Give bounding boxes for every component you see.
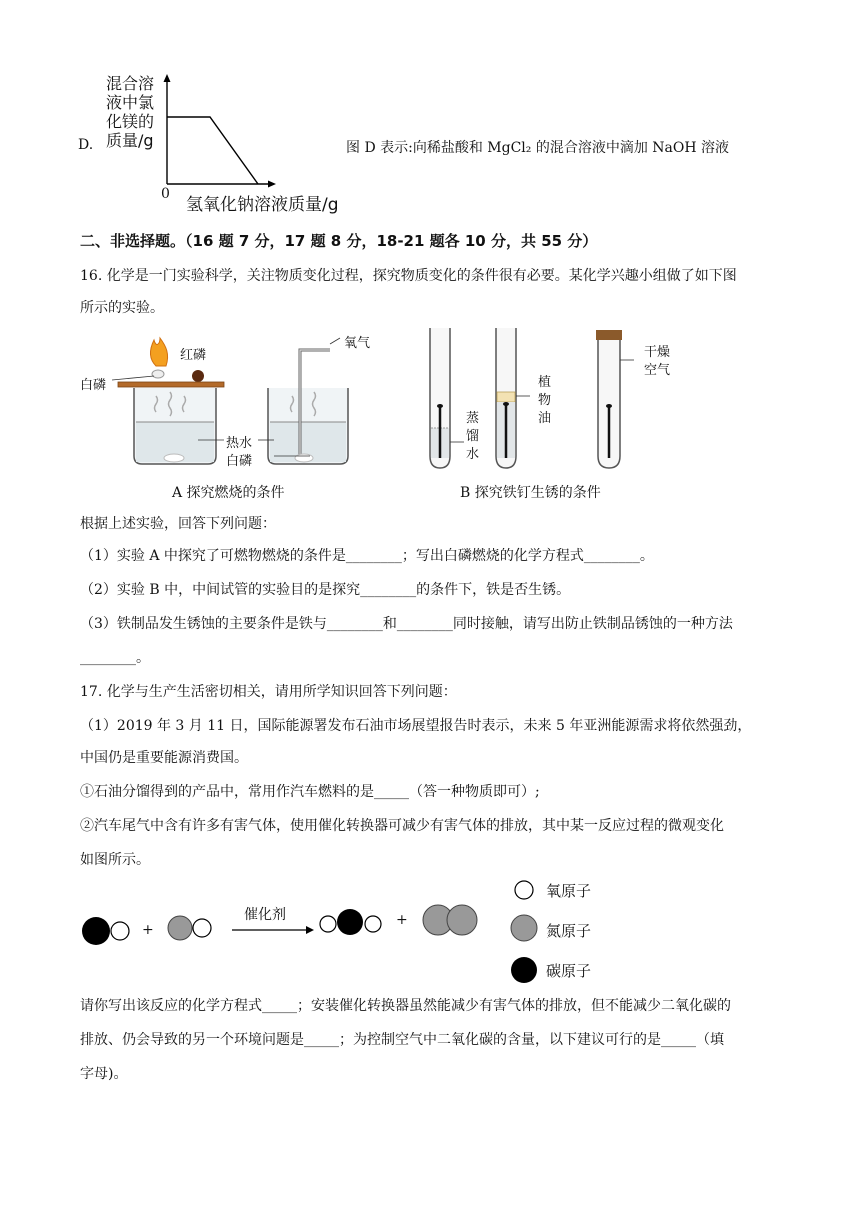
section-heading: 二、非选择题。（16 题 7 分，17 题 8 分，18-21 题各 10 分，共 55 分） <box>80 232 598 250</box>
x-axis-arrow <box>268 181 276 188</box>
label-dry-air-1: 干燥 <box>644 345 671 360</box>
label-oil-1: 植 <box>538 375 552 390</box>
q17-sub-2-line-2: 如图所示。 <box>80 852 150 868</box>
legend <box>506 876 546 986</box>
option-d-description: 图 D 表示:向稀盐酸和 MgCl₂ 的混合溶液中滴加 NaOH 溶液 <box>346 140 730 156</box>
caption-a: A 探究燃烧的条件 <box>172 485 285 501</box>
y-label-line-1: 混合溶 <box>106 74 155 93</box>
y-label-line-3: 化镁的 <box>106 112 155 131</box>
q17-part-1-line-2: 中国仍是重要能源消费国。 <box>80 750 248 766</box>
carbon-atom <box>337 909 363 935</box>
nitrogen-atom <box>447 905 477 935</box>
label-oxygen: 氧气 <box>344 336 371 351</box>
caption-b: B 探究铁钉生锈的条件 <box>460 485 601 501</box>
q17-part-1-line-1: （1）2019 年 3 月 11 日，国际能源署发布石油市场展望报告时表示，未来 5 年亚洲能源需求将依然强劲， <box>80 718 752 734</box>
y-label-line-4: 质量/g <box>106 131 154 150</box>
legend-nitrogen-label: 氮原子 <box>546 922 592 940</box>
q16-part-3b: ________。 <box>80 650 150 666</box>
legend-carbon-label: 碳原子 <box>546 962 592 980</box>
graph-y-label <box>106 74 154 150</box>
y-label-line-2: 液中氯 <box>106 93 155 112</box>
q16-part-1: （1）实验 A 中探究了可燃物燃烧的条件是________；写出白磷燃烧的化学方程式________。 <box>80 548 654 564</box>
label-oil <box>538 374 551 428</box>
q16-part-3: （3）铁制品发生锈蚀的主要条件是铁与________和________同时接触，请写出防止铁制品锈蚀的一种方法 <box>80 616 733 632</box>
graph-x-label: 氢氧化钠溶液质量/g <box>186 195 339 215</box>
label-oil-3: 油 <box>538 411 552 426</box>
stopper <box>596 330 622 340</box>
label-dry-air-2: 空气 <box>644 363 671 378</box>
label-water <box>466 410 479 464</box>
oxygen-atom <box>365 916 381 932</box>
option-d-letter: D. <box>78 137 94 153</box>
graph-origin: 0 <box>161 186 170 202</box>
label-water-1: 蒸 <box>466 411 480 426</box>
plus-1: + <box>142 922 154 938</box>
oxygen-atom <box>193 919 211 937</box>
q17-question-line-3: 字母)。 <box>80 1066 128 1082</box>
label-red-phosphorus: 红磷 <box>180 348 207 363</box>
label-white-phosphorus: 白磷 <box>80 378 107 393</box>
flame-icon <box>151 338 168 366</box>
q17-question-line-2: 排放、仍会导致的另一个环境问题是_____；为控制空气中二氧化碳的含量，以下建议可行的是_____（填 <box>80 1032 724 1048</box>
legend-carbon-icon <box>511 957 537 983</box>
label-water-2: 馏 <box>466 429 480 444</box>
reaction-diagram <box>78 880 498 960</box>
oxygen-atom <box>111 922 129 940</box>
q16-intro-2: 所示的实验。 <box>80 300 164 316</box>
label-dry-air <box>644 344 670 380</box>
graph-line <box>167 117 258 184</box>
red-phosphorus-piece <box>192 370 204 382</box>
nitrogen-atom <box>168 916 192 940</box>
q17-intro: 17. 化学与生产生活密切相关，请用所学知识回答下列问题： <box>80 684 457 700</box>
q17-sub-2-line-1: ②汽车尾气中含有许多有害气体，使用催化转换器可减少有害气体的排放，其中某一反应过程的微观变化 <box>80 818 724 834</box>
plus-2: + <box>396 912 408 928</box>
legend-oxygen-label: 氧原子 <box>546 882 592 900</box>
legend-nitrogen-icon <box>511 915 537 941</box>
q16-part-2: （2）实验 B 中，中间试管的实验目的是探究________的条件下，铁是否生锈。 <box>80 582 571 598</box>
white-phosphorus-piece <box>152 370 164 378</box>
label-oil-2: 物 <box>538 393 552 408</box>
q16-prompt: 根据上述实验，回答下列问题： <box>80 516 276 532</box>
q17-sub-1: ①石油分馏得到的产品中，常用作汽车燃料的是_____（答一种物质即可）; <box>80 784 540 800</box>
label-hot-water: 热水 <box>226 436 253 451</box>
graph-d <box>160 72 280 192</box>
carbon-atom <box>82 917 110 945</box>
catalyst-label: 催化剂 <box>244 907 286 923</box>
q17-question-line-1: 请你写出该反应的化学方程式_____；安装催化转换器虽然能减少有害气体的排放，但不能减少二氧化碳的 <box>80 998 731 1014</box>
copper-plate <box>118 382 224 387</box>
label-white-phosphorus-2: 白磷 <box>226 454 253 469</box>
y-axis-arrow <box>164 74 171 82</box>
label-water-3: 水 <box>466 447 480 462</box>
legend-oxygen-icon <box>515 881 533 899</box>
oxygen-atom <box>320 916 336 932</box>
q16-intro-1: 16. 化学是一门实验科学，关注物质变化过程，探究物质变化的条件很有必要。某化学兴趣小组做了如下图 <box>80 268 737 284</box>
